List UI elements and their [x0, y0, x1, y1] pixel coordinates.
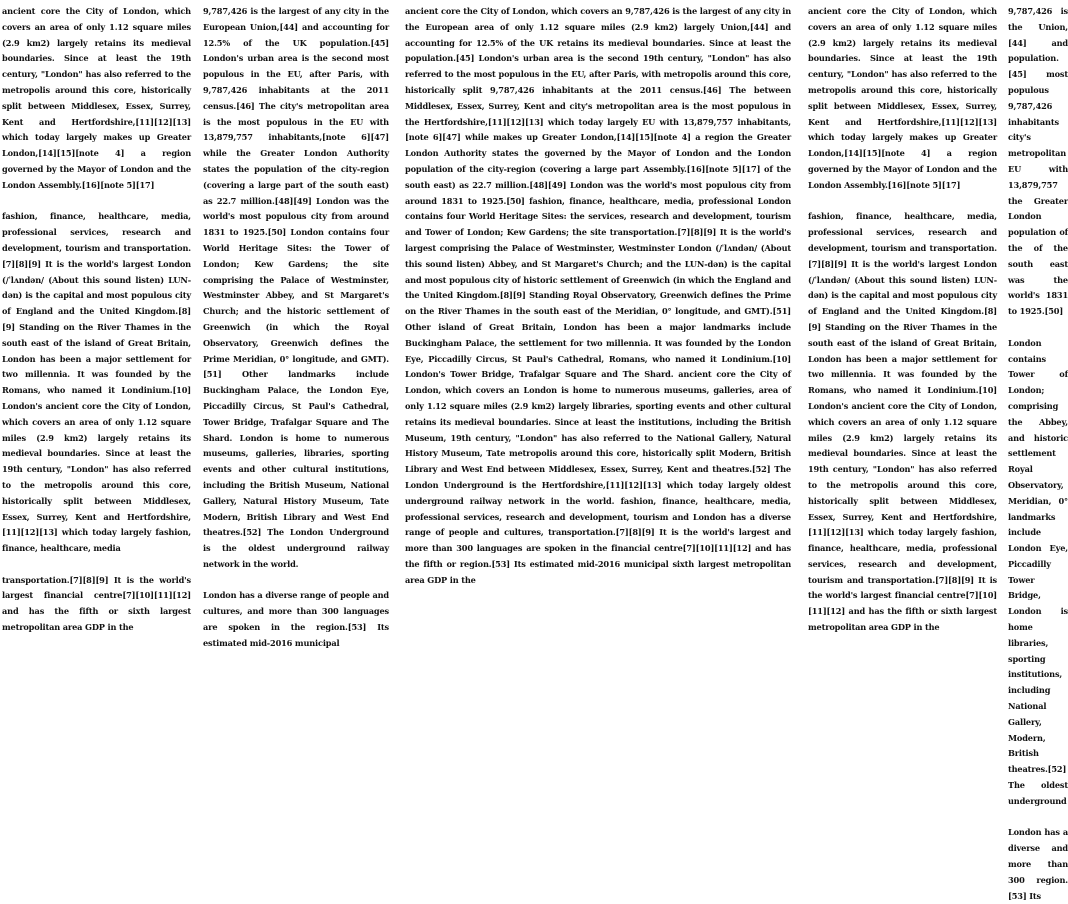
paragraph: ancient core the City of London, which covers an area of only 1.12 square miles (2.9 km2) largely retains its medieval boundaries. Since at least the 19th century, "London" has also referred to the metropolis around this core, historically split between Middlesex, Essex, Surrey, Kent and Hertfordshire,[11][12][13] which today largely makes up Greater London,[14][15][note 4] a region governed by the Mayor of London and the London Assembly.[16][note 5][17]: [808, 6, 997, 190]
text-column-4: [808, 4, 997, 633]
paragraph: ancient core the City of London, which covers an area of only 1.12 square miles (2.9 km2) largely retains its medieval boundaries. Since at least the 19th century, "London" has also referred to the metropolis around this core, historically split between Middlesex, Essex, Surrey, Kent and Hertfordshire,[11][12][13] which today largely makes up Greater London,[14][15][note 4] a region governed by the Mayor of London and the London Assembly.[16][note 5][17]: [2, 6, 191, 190]
paragraph: transportation.[7][8][9] It is the world's largest financial centre[7][10][11][12] and has the fifth or sixth largest metropolitan area GDP in the: [2, 574, 191, 633]
paragraph: fashion, finance, healthcare, media, professional services, research and development, tourism and transportation.[7][8][9] It is the world's largest London (/ˈlʌndən/ (About this sound listen) LUN-dən) is the capital and most populous city of England and the United Kingdom.[8][9] Standing on the River Thames in the south east of the island of Great Britain, London has been a major settlement for two millennia. It was founded by the Romans, who named it Londinium.[10] London's ancient core the City of London, which covers an area of only 1.12 square miles (2.9 km2) largely retains its medieval boundaries. Since at least the 19th century, "London" has also referred to the metropolis around this core, historically split between Middlesex, Essex, Surrey, Kent and Hertfordshire,[11][12][13] which today largely fashion, finance, healthcare, media: [2, 211, 191, 554]
paragraph: London has a diverse range of people and cultures, and more than 300 languages are spoken in the region.[53] Its estimated mid-2016 municipal: [203, 590, 389, 648]
paragraph: 9,787,426 is the largest of any city in the European Union,[44] and accounting for 12.5% of the UK population.[45] London's urban area is the second most populous in the EU, after Paris, with 9,787,426 inhabitants at the 2011 census.[46] The city's metropolitan area is the most populous in the EU with 13,879,757 inhabitants,[note 6][47] while the Greater London Authority states the population of the city-region (covering a large part of the south east) as 22.7 million.[48][49] London was the world's most populous city from around 1831 to 1925.[50] London contains four World Heritage Sites: the Tower of London; Kew Gardens; the site comprising the Palace of Westminster, Westminster Abbey, and St Margaret's Church; and the historic settlement of Greenwich (in which the Royal Observatory, Greenwich defines the Prime Meridian, 0° longitude, and GMT).[51] Other landmarks include Buckingham Palace, the London Eye, Piccadilly Circus, St Paul's Cathedral, Tower Bridge, Trafalgar Square and The Shard. London is home to numerous museums, galleries, libraries, sporting events and other cultural institutions, including the British Museum, National Gallery, Natural History Museum, Tate Modern, British Library and West End theatres.[52] The London Underground is the oldest underground railway network in the world.: [203, 6, 389, 569]
text-column-3: [405, 4, 791, 585]
paragraph: 9,787,426 is the Union,[44] and population.[45] most populous 9,787,426 inhabitants city's metropolitan EU with 13,879,757 the Greater London population of the of the south east was the world's 1831 to 1925.[50]: [1008, 6, 1068, 317]
paragraph: London contains Tower of London; comprising the Abbey, and historic settlement Royal Observatory, Meridian, 0° landmarks include London Eye, Piccadilly Tower Bridge, London is home libraries, sporting institutions, including National Gallery, Modern, British theatres.[52] The oldest underground: [1008, 337, 1068, 806]
text-column-1: [2, 4, 191, 633]
paragraph: fashion, finance, healthcare, media, professional services, research and development, tourism and transportation.[7][8][9] It is the world's largest London (/ˈlʌndən/ (About this sound listen) LUN-dən) is the capital and most populous city of England and the United Kingdom.[8][9] Standing on the River Thames in the south east of the island of Great Britain, London has been a major settlement for two millennia. It was founded by the Romans, who named it Londinium.[10] London's ancient core the City of London, which covers an area of only 1.12 square miles (2.9 km2) largely retains its medieval boundaries. Since at least the 19th century, "London" has also referred to the metropolis around this core, historically split between Middlesex, Essex, Surrey, Kent and Hertfordshire,[11][12][13] which today largely fashion, finance, healthcare, media, professional services, research and development, tourism and transportation.[7][8][9] It is the world's largest financial centre[7][10][11][12] and has the fifth or sixth largest metropolitan area GDP in the: [808, 211, 997, 633]
paragraph: London has a diverse and more than 300 region.[53] Its: [1008, 827, 1068, 901]
text-column-5: [1008, 4, 1068, 901]
text-column-2: [203, 4, 389, 648]
paragraph: ancient core the City of London, which covers an 9,787,426 is the largest of any city in the European area of only 1.12 square miles (2.9 km2) largely Union,[44] and accounting for 12.5% of the UK retains its medieval boundaries. Since at least the population.[45] London's urban area is the second 19th century, "London" has also referred to the most populous in the EU, after Paris, with metropolis around this core, historically split 9,787,426 inhabitants at the 2011 census.[46] The between Middlesex, Essex, Surrey, Kent and city's metropolitan area is the most populous in the Hertfordshire,[11][12][13] which today largely EU with 13,879,757 inhabitants,[note 6][47] while makes up Greater London,[14][15][note 4] a region the Greater London Authority states the governed by the Mayor of London and the London population of the city-region (covering a large part Assembly.[16][note 5][17] of the south east) as 22.7 million.[48][49] London was the world's most populous city from around 1831 to 1925.[50] fashion, finance, healthcare, media, professional London contains four World Heritage Sites: the services, research and development, tourism and Tower of London; Kew Gardens; the site transportation.[7][8][9] It is the world's largest comprising the Palace of Westminster, Westminster London (/ˈlʌndən/ (About this sound listen) Abbey, and St Margaret's Church; and the LUN-dən) is the capital and most populous city of historic settlement of Greenwich (in which the England and the United Kingdom.[8][9] Standing Royal Observatory, Greenwich defines the Prime on the River Thames in the south east of the Meridian, 0° longitude, and GMT).[51] Other island of Great Britain, London has been a major landmarks include Buckingham Palace, the settlement for two millennia. It was founded by the London Eye, Piccadilly Circus, St Paul's Cathedral, Romans, who named it Londinium.[10] London's Tower Bridge, Trafalgar Square and The Shard. ancient core the City of London, which covers an London is home to numerous museums, galleries, area of only 1.12 square miles (2.9 km2) largely libraries, sporting events and other cultural retains its medieval boundaries. Since at least the institutions, including the British Museum, 19th century, "London" has also referred to the National Gallery, Natural History Museum, Tate metropolis around this core, historically split Modern, British Library and West End between Middlesex, Essex, Surrey, Kent and theatres.[52] The London Underground is the Hertfordshire,[11][12][13] which today largely oldest underground railway network in the world. fashion, finance, healthcare, media, professional services, research and development, tourism and London has a diverse range of people and cultures, transportation.[7][8][9] It is the world's largest and more than 300 languages are spoken in the financial centre[7][10][11][12] and has the fifth or region.[53] Its estimated mid-2016 municipal sixth largest metropolitan area GDP in the: [405, 6, 791, 585]
